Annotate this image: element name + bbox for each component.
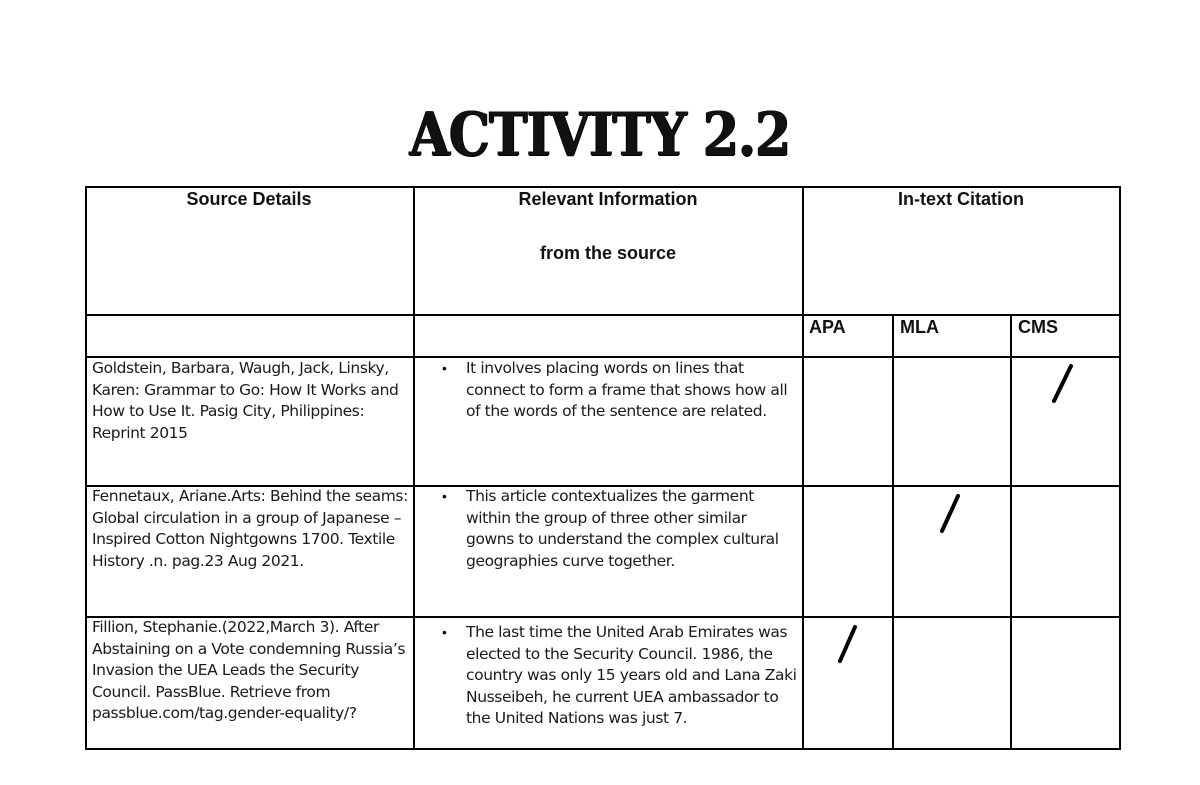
header-in-text-citation: In-text Citation [898,189,1024,209]
row-2-info [442,486,797,572]
col-divider-1 [413,186,415,750]
row-1-info [442,358,797,423]
header-from-the-source: from the source [539,243,677,263]
row-3-info [442,622,797,730]
header-relevant-information: Relevant Information [518,189,698,209]
header-mla: MLA [900,317,939,337]
bullet-icon: • [442,624,447,640]
table-border-top [85,186,1121,188]
table-border-right [1119,186,1121,750]
activity-title: ACTIVITY 2.2 [409,100,791,170]
row-3-info-text: The last time the United Arab Emirates was elected to the Security Council. 1986, the country was only 15 years old and Lana Zaki Nusseibeh, he current UEA ambassador to the United Nations was just 7. [466,623,797,727]
table-border-left [85,186,87,750]
col-divider-2 [802,186,804,750]
bullet-icon: • [442,360,447,376]
col-divider-3 [892,314,894,750]
header-cms: CMS [1018,317,1058,337]
col-divider-4 [1010,314,1012,750]
header-apa: APA [809,317,846,337]
bullet-icon: • [442,488,447,504]
row-divider-1 [85,314,1121,316]
checkmark-icon-row-3-apa [830,622,864,666]
row-1-info-text: It involves placing words on lines that connect to form a frame that shows how all of the words of the sentence are related. [466,359,788,420]
row-1-source: Goldstein, Barbara, Waugh, Jack, Linsky, Karen: Grammar to Go: How It Works and How to Use It. Pasig City, Philippines: Reprint 2015 [92,359,399,442]
row-2-source: Fennetaux, Ariane.Arts: Behind the seams: Global circulation in a group of Japanese –Inspired Cotton Nightgowns 1700. Textile History .n. pag.23 Aug 2021. [92,487,408,570]
table-border-bottom [85,748,1121,750]
header-source-details: Source Details [186,189,312,209]
checkmark-icon-row-1-cms [1047,362,1077,406]
checkmark-icon-row-2-mla [933,492,967,536]
row-2-info-text: This article contextualizes the garment within the group of three other similar gowns to understand the complex cultural geographies curve together. [466,487,779,570]
row-3-source: Fillion, Stephanie.(2022,March 3). After Abstaining on a Vote condemning Russia’s Invasion the UEA Leads the Security Council. PassBlue. Retrieve from passblue.com/tag.gender-equality/? [92,618,406,722]
citation-table [85,186,1121,750]
